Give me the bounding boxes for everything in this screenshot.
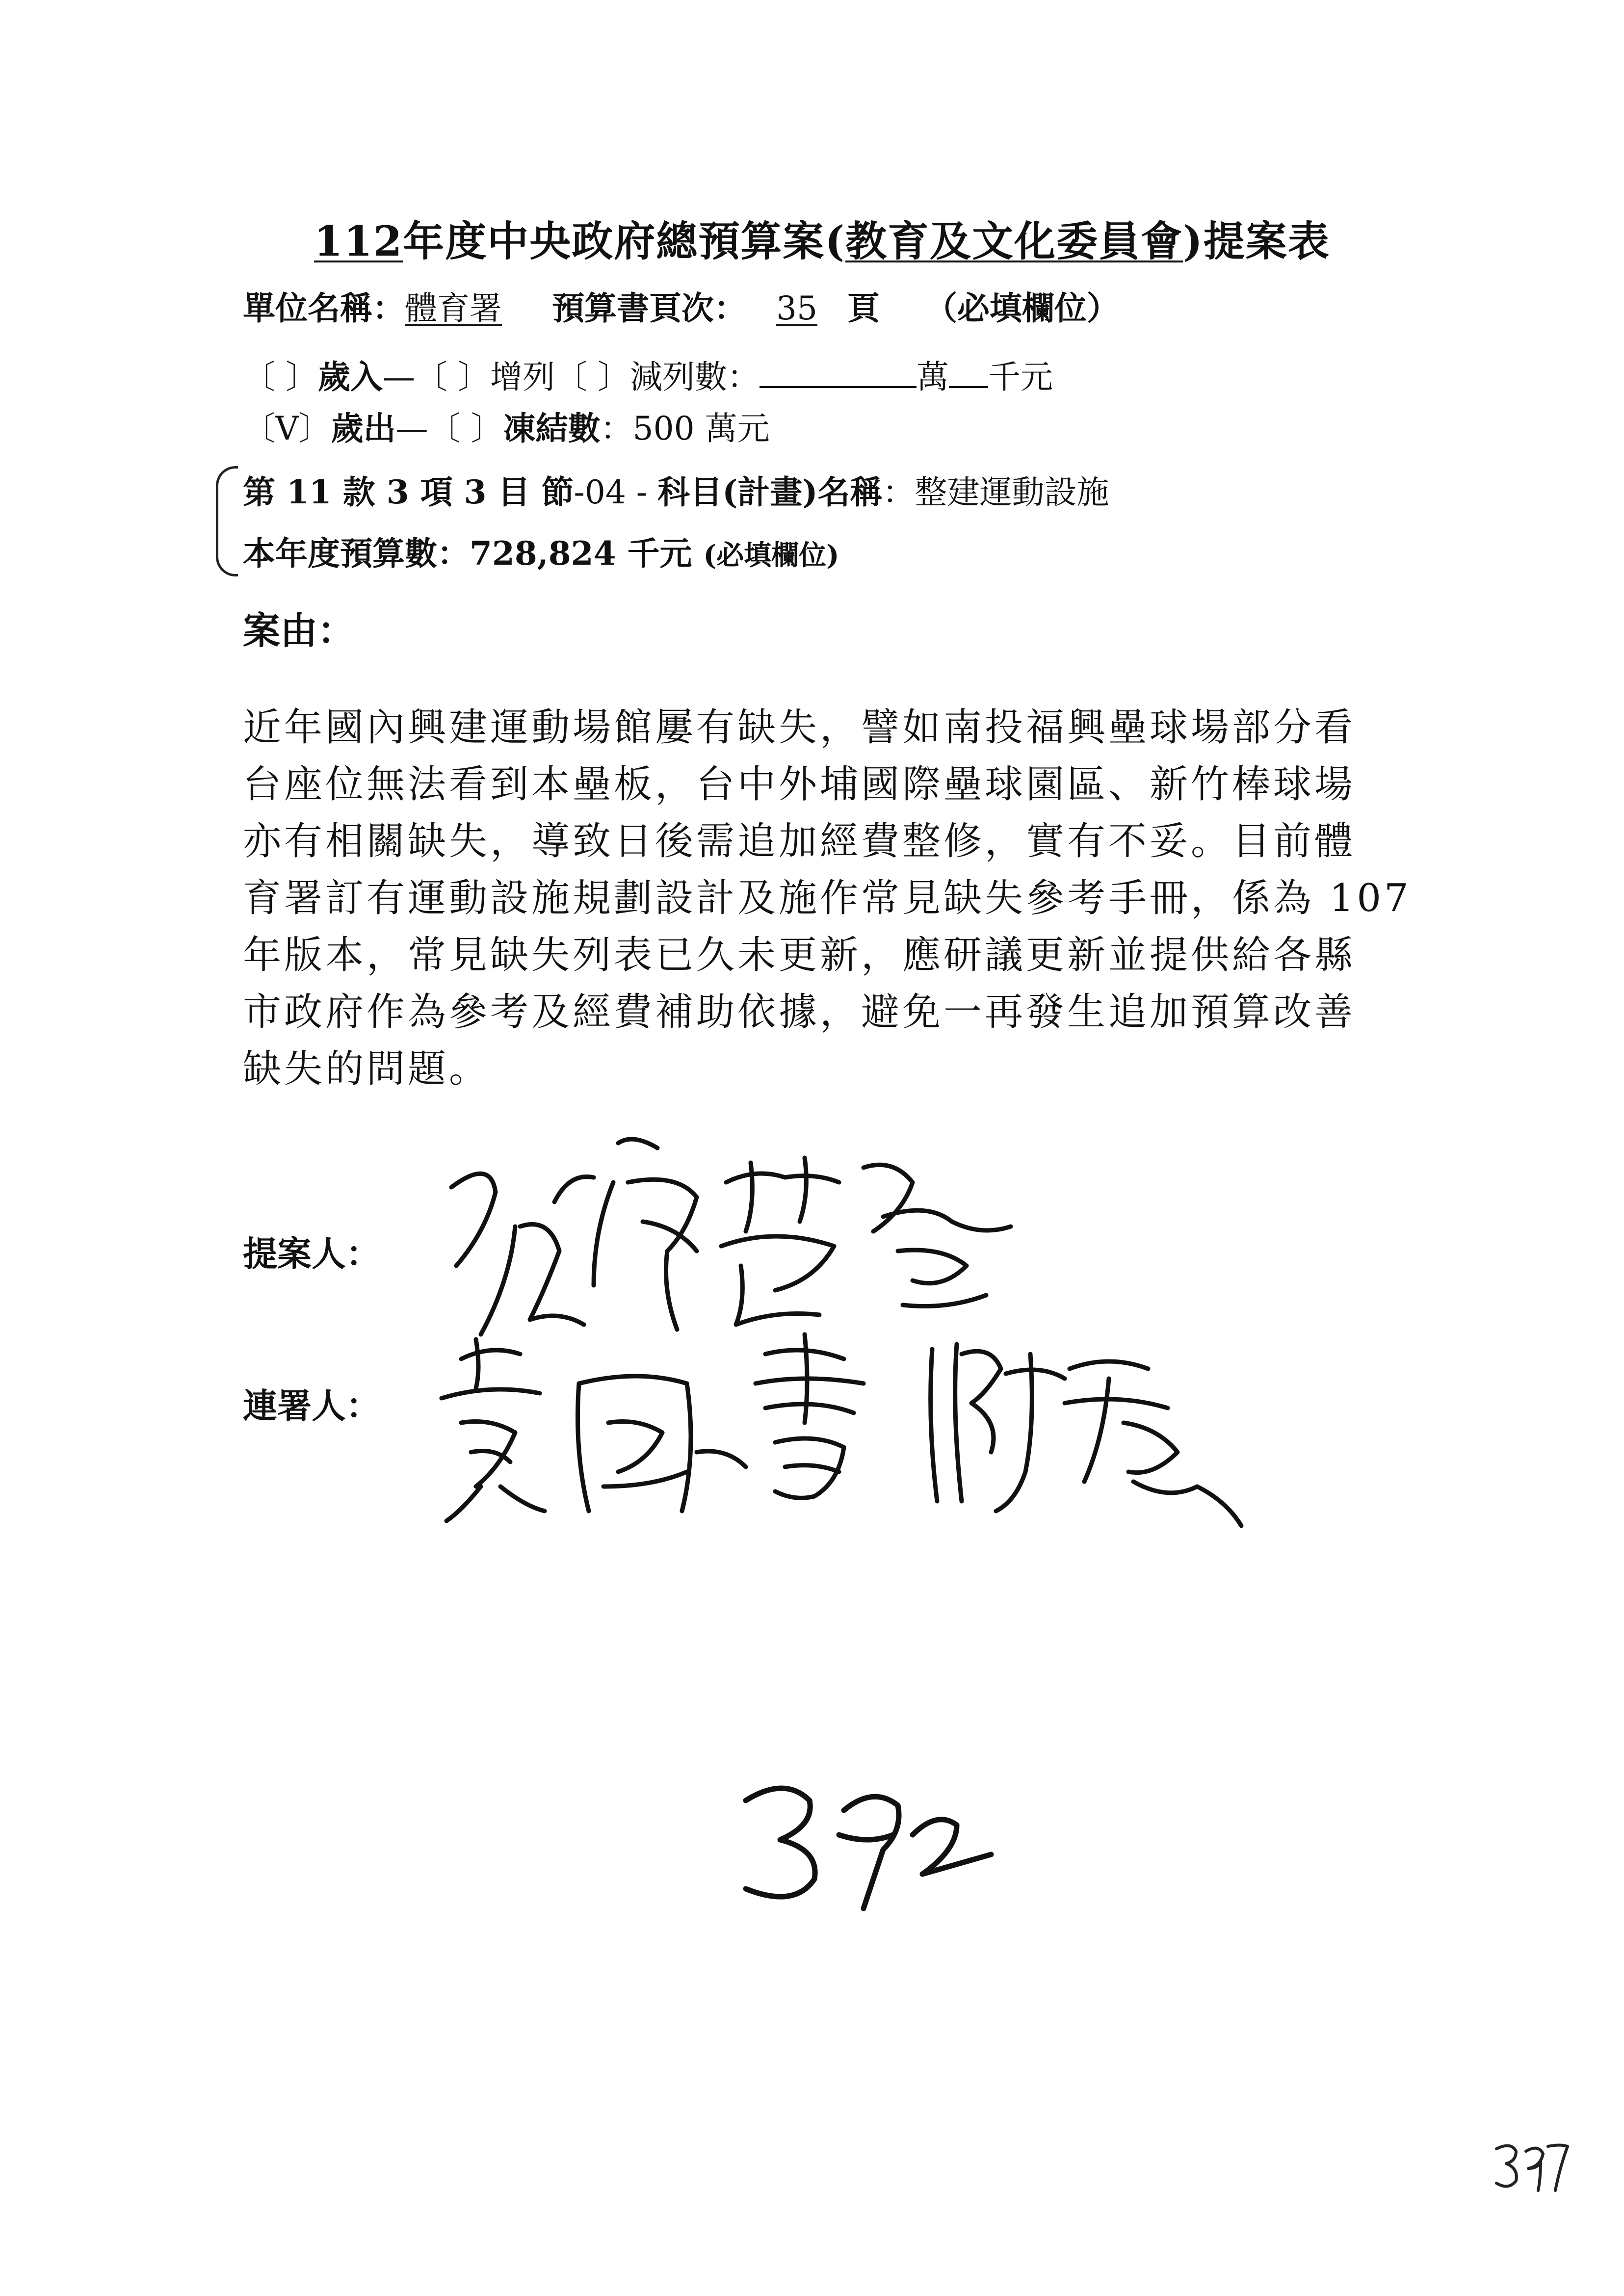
title-committee: 教育及文化委員會 <box>845 217 1183 265</box>
reason-line: 育署訂有運動設施規劃設計及施作常見缺失參考手冊，係為 107 <box>243 876 1412 920</box>
expense-options: —〔 〕 <box>395 410 503 447</box>
reason-line: 近年國內興建運動場館屢有缺失，譬如南投福興壘球場部分看 <box>243 705 1356 750</box>
subject-row <box>243 466 1109 513</box>
cosigner-label: 連署人： <box>243 1385 380 1426</box>
unit-value: 體育署 <box>405 289 502 327</box>
revenue-options: —〔 〕增列〔 〕減列數： <box>382 358 760 396</box>
section-prefix: 第 11 款 3 項 3 目 節 <box>243 473 574 511</box>
unit-row <box>243 282 1119 329</box>
page-label: 預算書頁次： <box>551 289 746 327</box>
revenue-checkbox: 〔 〕 <box>243 358 318 396</box>
subject-value: ：整建運動設施 <box>882 473 1109 511</box>
reason-line: 台座位無法看到本壘板，台中外埔國際壘球園區、新竹棒球場 <box>243 762 1356 807</box>
reason-label: 案由： <box>243 609 355 652</box>
title-end: )提案表 <box>1183 217 1330 265</box>
freeze-value: ：500 萬元 <box>600 410 770 447</box>
reason-line: 缺失的問題。 <box>243 1047 491 1091</box>
expense-label: 歲出 <box>331 409 396 447</box>
budget-row <box>243 527 839 574</box>
reason-line: 亦有相關缺失，導致日後需追加經費整修，實有不妥。目前體 <box>243 819 1356 863</box>
unit-label: 單位名稱： <box>243 289 405 327</box>
handwritten-number <box>726 1766 1001 1913</box>
cosigner-signatures <box>432 1325 1266 1531</box>
freeze-label: 凍結數 <box>503 409 601 447</box>
section-code: -04 - <box>574 473 658 511</box>
subject-label: 科目(計畫)名稱 <box>657 473 883 511</box>
proposer-label: 提案人： <box>243 1233 380 1274</box>
page-value: 35 <box>776 289 817 327</box>
revenue-qian: 千元 <box>988 358 1053 396</box>
revenue-label: 歲入 <box>317 358 383 396</box>
reason-line: 年版本，常見缺失列表已久未更新，應研議更新並提供給各縣 <box>243 933 1356 977</box>
revenue-amount-blank <box>760 386 917 388</box>
revenue-row <box>243 351 1053 397</box>
subject-bracket <box>216 466 238 576</box>
expense-checkbox: 〔V〕 <box>243 410 331 447</box>
reason-line: 市政府作為參考及經費補助依據，避免一再發生追加預算改善 <box>243 990 1356 1034</box>
title-year: 112 <box>314 217 403 265</box>
expense-row <box>243 402 770 449</box>
page-number <box>1492 2139 1570 2193</box>
page-unit: 頁 <box>847 289 880 327</box>
revenue-qian-blank <box>949 386 988 388</box>
document-title <box>314 209 1330 268</box>
title-middle: 年度中央政府總預算案( <box>403 217 846 265</box>
revenue-wan: 萬 <box>916 358 949 396</box>
required-note: （必填欄位） <box>924 289 1119 327</box>
reason-body <box>243 699 1440 1097</box>
budget-required-note: (必填欄位) <box>703 539 839 572</box>
budget-label: 本年度預算數：728,824 千元 <box>243 534 692 573</box>
